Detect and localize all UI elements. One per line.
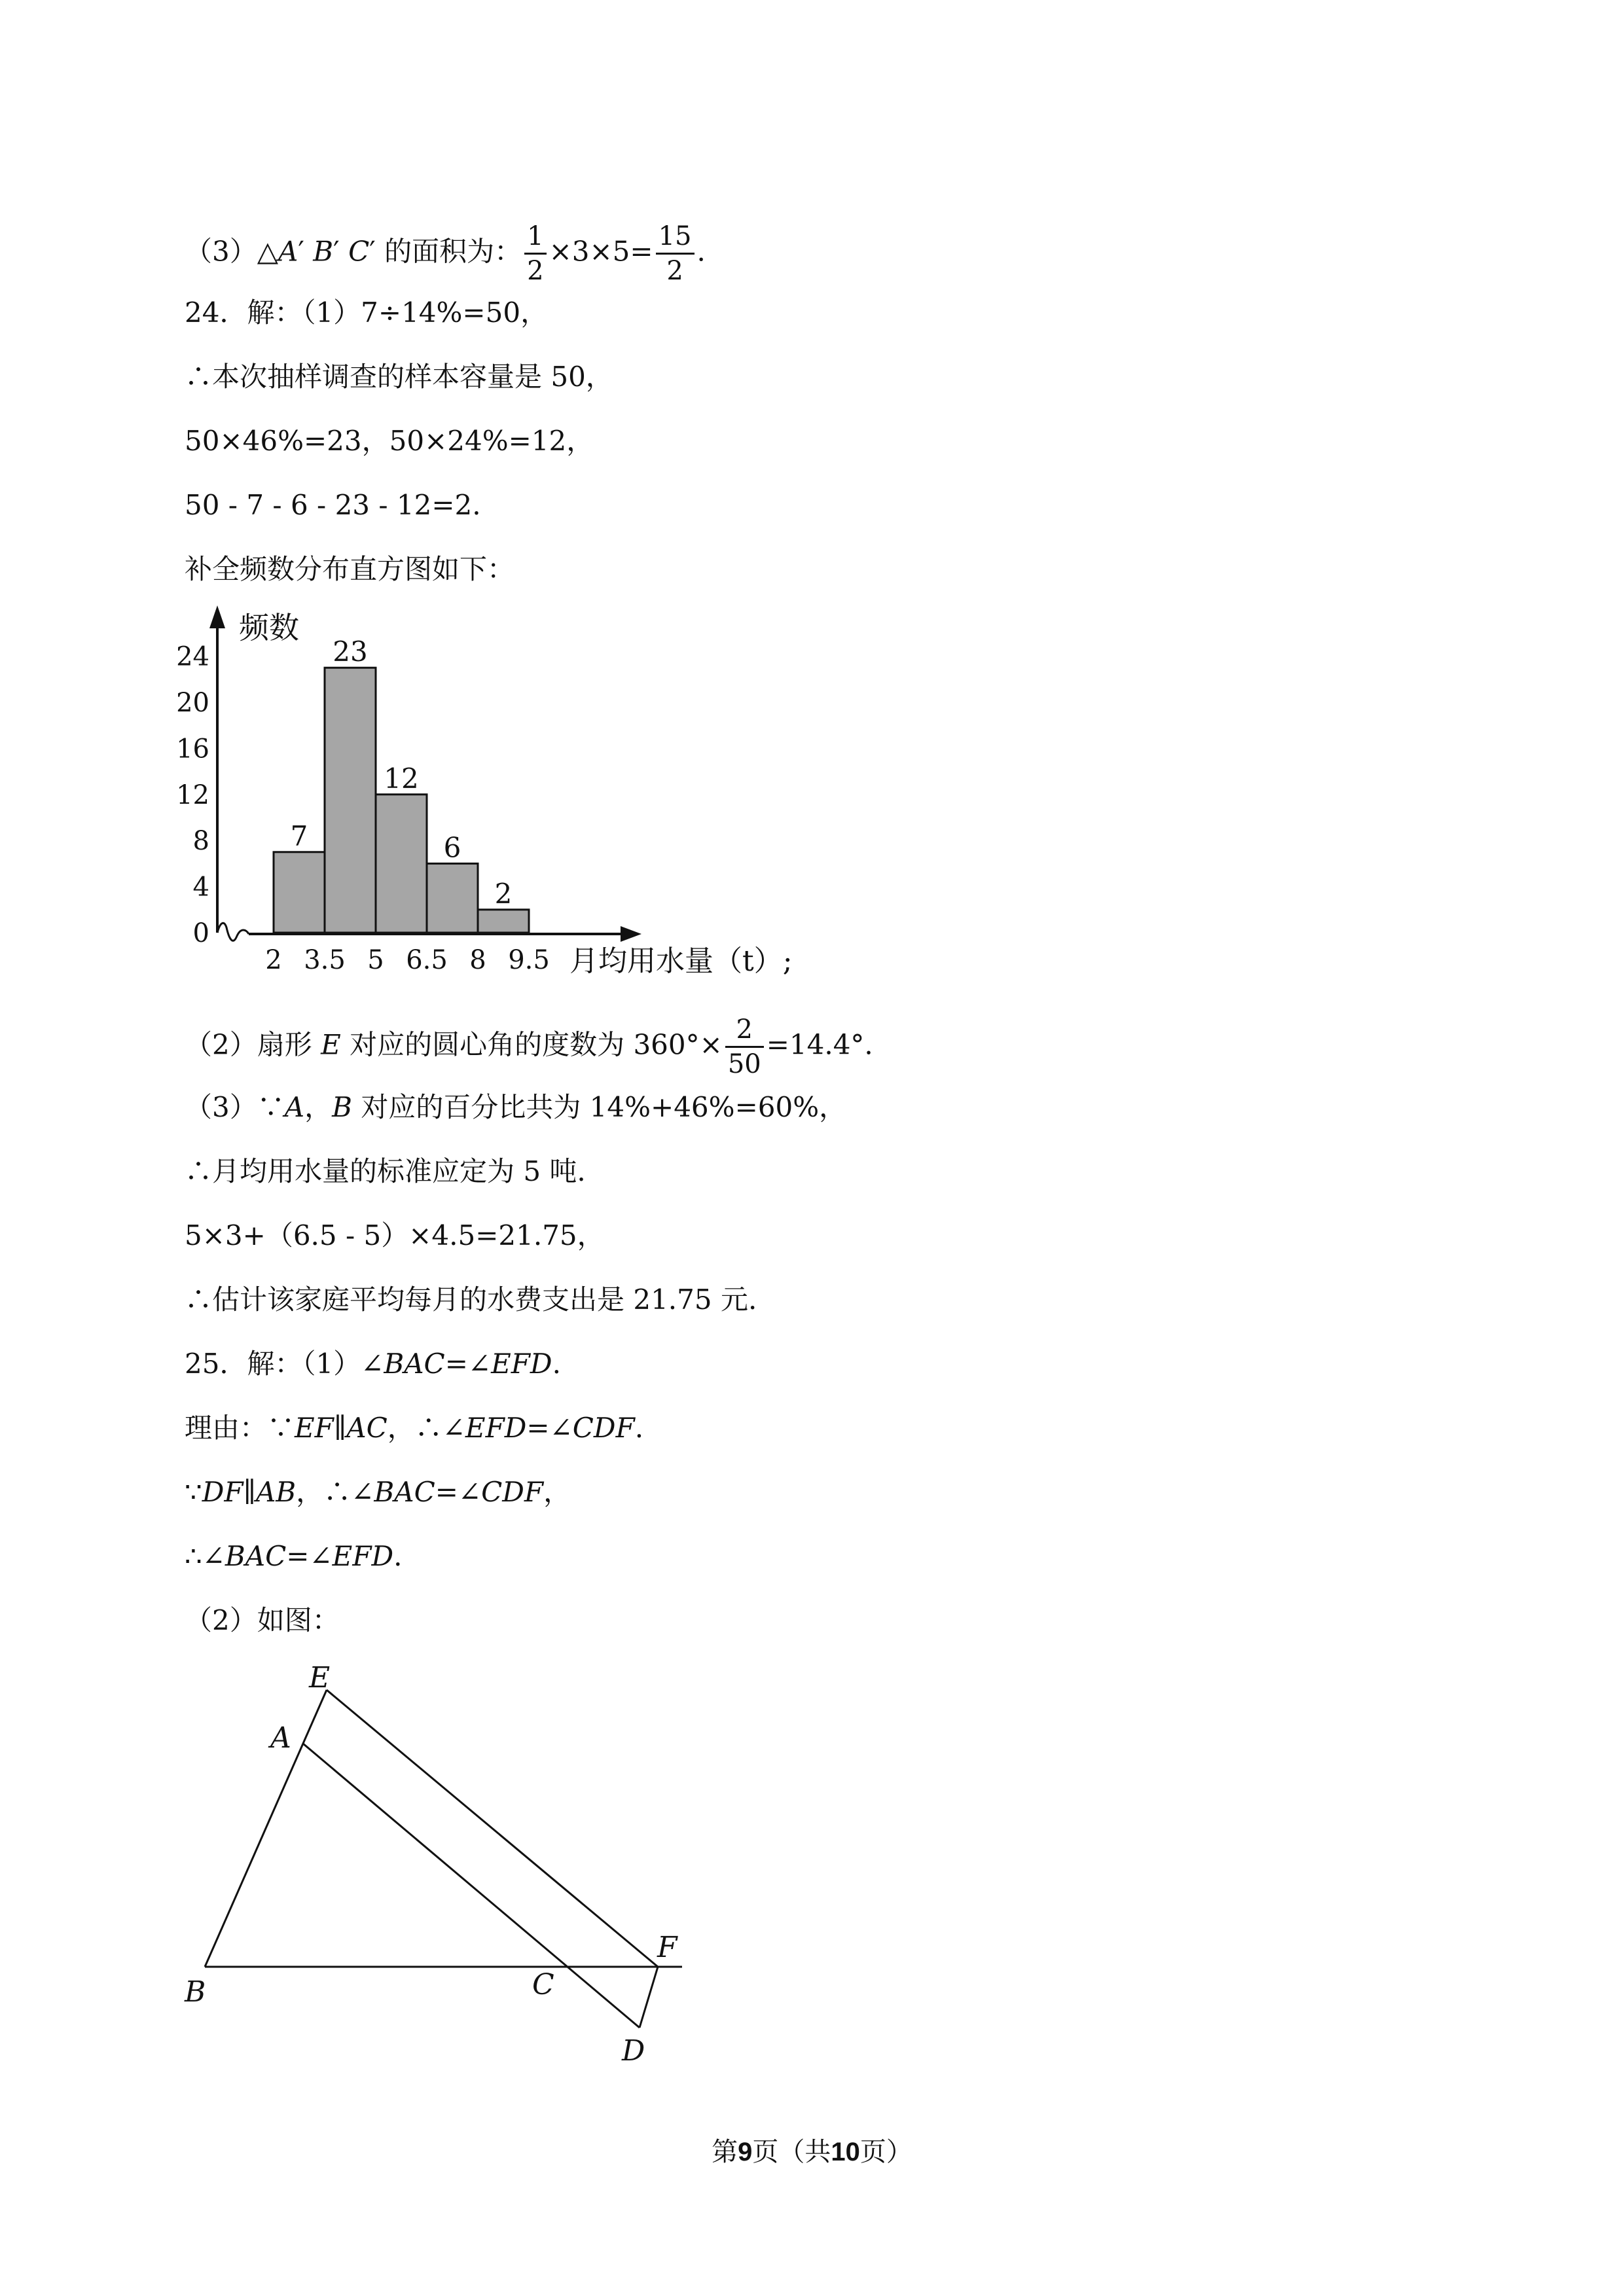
text-post: =14.4°. [766, 1028, 873, 1061]
text-mid: ，∴∠ [387, 1412, 465, 1444]
page-total: 10 [831, 2138, 860, 2166]
footer-post: 页） [859, 2137, 912, 2167]
label-d: D [622, 2034, 645, 2068]
numerator: 2 [725, 1013, 764, 1048]
reason-line-1 [185, 1410, 643, 1446]
period: . [634, 1412, 644, 1444]
histogram-bar [376, 795, 427, 933]
y-tick-label: 4 [192, 872, 209, 903]
text-prefix: （3）∵ [185, 1091, 285, 1123]
text-prefix: ∴∠ [185, 1540, 225, 1572]
y-tick-label: 24 [176, 641, 209, 672]
x-axis-label-text: 月均用水量（t） [569, 944, 783, 978]
label-a: A [270, 1721, 291, 1755]
angle-efd: EFD [465, 1412, 527, 1444]
segment-be [205, 1690, 327, 1967]
histogram-bar [478, 910, 529, 933]
text-prefix: （3）△ [185, 235, 279, 268]
text-mid: 的面积为： [375, 235, 522, 268]
calc-line: 50×46%=23，50×24%=12， [185, 425, 594, 457]
period: . [696, 235, 706, 268]
x-axis-label [569, 944, 793, 978]
point-a: A [278, 235, 298, 268]
label-e: E [309, 1661, 331, 1695]
y-axis-arrow [209, 605, 225, 628]
x-tick-label: 9.5 [508, 945, 550, 975]
text-mid: 对应的圆心角的度数为 360°× [340, 1028, 723, 1061]
prime: ′ [333, 235, 340, 268]
calc: ×3×5= [549, 235, 653, 268]
bars [274, 636, 529, 933]
text-prefix: 理由：∵ [185, 1412, 295, 1444]
comma: ， [304, 1091, 333, 1123]
bar-value-label: 2 [494, 877, 513, 910]
x-tick-label: 3.5 [304, 945, 346, 975]
fraction-one-half [524, 220, 546, 287]
parallel-sign: ∥ [243, 1476, 256, 1508]
segment-ab: AB [255, 1476, 297, 1508]
equals-angle: =∠ [444, 1348, 492, 1380]
x-tick-label: 8 [469, 945, 486, 975]
point-c: C [348, 235, 370, 268]
segment-fd [640, 1967, 658, 2028]
segment-ac: AC [346, 1412, 388, 1444]
fee-estimate-line: ∴估计该家庭平均每月的水费支出是 21.75 元. [185, 1283, 757, 1316]
answer-24-2 [185, 1013, 873, 1081]
period: . [552, 1348, 561, 1380]
histogram-bar [427, 863, 478, 933]
calc-line-2: 50 - 7 - 6 - 23 - 12=2. [185, 489, 481, 521]
group-a: A [284, 1091, 305, 1123]
text-prefix: 25．解：（1）∠ [185, 1348, 384, 1380]
page-number: 9 [738, 2138, 753, 2166]
numerator: 1 [524, 220, 546, 255]
equals-angle: =∠ [526, 1412, 573, 1444]
x-tick-labels [265, 945, 550, 975]
fraction-two-fiftieths [725, 1013, 764, 1081]
answer-25-2: （2）如图： [185, 1604, 340, 1636]
segment-ef: EF [295, 1412, 334, 1444]
angle-bac: BAC [384, 1348, 445, 1380]
label-b: B [185, 1975, 206, 2009]
group-b: B [332, 1091, 352, 1123]
angle-efd: EFD [491, 1348, 552, 1380]
y-tick-label: 0 [192, 918, 209, 948]
label-c: C [532, 1968, 554, 2001]
period: . [393, 1540, 403, 1572]
conclusion-line [185, 1538, 403, 1575]
denominator: 50 [727, 1049, 761, 1079]
sample-size-line: ∴本次抽样调查的样本容量是 50， [185, 361, 613, 393]
angle-bac: BAC [225, 1540, 287, 1572]
footer-mid: 页（共 [752, 2137, 831, 2167]
angle-efd: EFD [332, 1540, 394, 1572]
sector-e: E [321, 1028, 341, 1061]
point-b: B [313, 235, 334, 268]
segment-df: DF [202, 1476, 244, 1508]
histogram-bar [325, 668, 376, 933]
x-axis-arrow [621, 926, 641, 942]
parallel-sign: ∥ [333, 1412, 347, 1444]
prime: ′ [298, 235, 304, 268]
answer-24-1: 24．解：（1）7÷14%=50， [185, 296, 549, 329]
y-tick-label: 8 [192, 826, 209, 857]
bar-value-label: 6 [443, 831, 461, 864]
equals-angle: =∠ [286, 1540, 333, 1572]
denominator: 2 [527, 256, 544, 286]
histogram-bar [274, 852, 325, 933]
answer-23-3 [185, 220, 706, 287]
numerator: 15 [656, 220, 695, 255]
answer-25-1 [185, 1346, 561, 1382]
text-post: 对应的百分比共为 14%+46%=60%， [352, 1091, 847, 1123]
geometry-figure [164, 1662, 720, 2068]
label-f: F [657, 1931, 677, 1964]
histogram-intro: 补全频数分布直方图如下： [185, 553, 515, 585]
standard-line: ∴月均用水量的标准应定为 5 吨. [185, 1155, 586, 1187]
bar-value-label: 7 [290, 819, 308, 852]
footer-pre: 第 [712, 2137, 738, 2167]
y-tick-label: 20 [176, 688, 209, 718]
axis-break [217, 923, 249, 941]
x-tick-label: 6.5 [406, 945, 448, 975]
y-tick-label: 12 [176, 780, 209, 810]
bar-value-label: 23 [333, 636, 368, 668]
comma: ， [543, 1476, 571, 1508]
reason-line-2 [185, 1474, 571, 1511]
x-tick-label: 5 [367, 945, 384, 975]
y-tick-labels [176, 642, 209, 948]
equals-angle: =∠ [435, 1476, 482, 1508]
y-tick-label: 16 [176, 734, 209, 764]
text-prefix: （2）扇形 [185, 1028, 321, 1061]
angle-cdf: CDF [481, 1476, 544, 1508]
text-mid: ，∴∠ [296, 1476, 374, 1508]
segment-ad [303, 1744, 640, 2028]
angle-bac: BAC [374, 1476, 435, 1508]
prime: ′ [369, 235, 376, 268]
x-tick-label: 2 [265, 945, 282, 975]
y-axis-label: 频数 [239, 610, 299, 645]
fraction-fifteen-halves [656, 220, 695, 287]
bar-value-label: 12 [384, 762, 419, 795]
answer-24-3 [185, 1089, 846, 1126]
histogram-chart [176, 592, 838, 985]
page-footer [0, 2135, 1624, 2169]
x-axis-label-suffix: ; [782, 944, 793, 978]
denominator: 2 [666, 256, 683, 286]
text-prefix: ∵ [185, 1476, 202, 1508]
segment-ef [327, 1690, 658, 1967]
fee-calc-line: 5×3+（6.5 - 5）×4.5=21.75， [185, 1219, 605, 1251]
angle-cdf: CDF [572, 1412, 635, 1444]
